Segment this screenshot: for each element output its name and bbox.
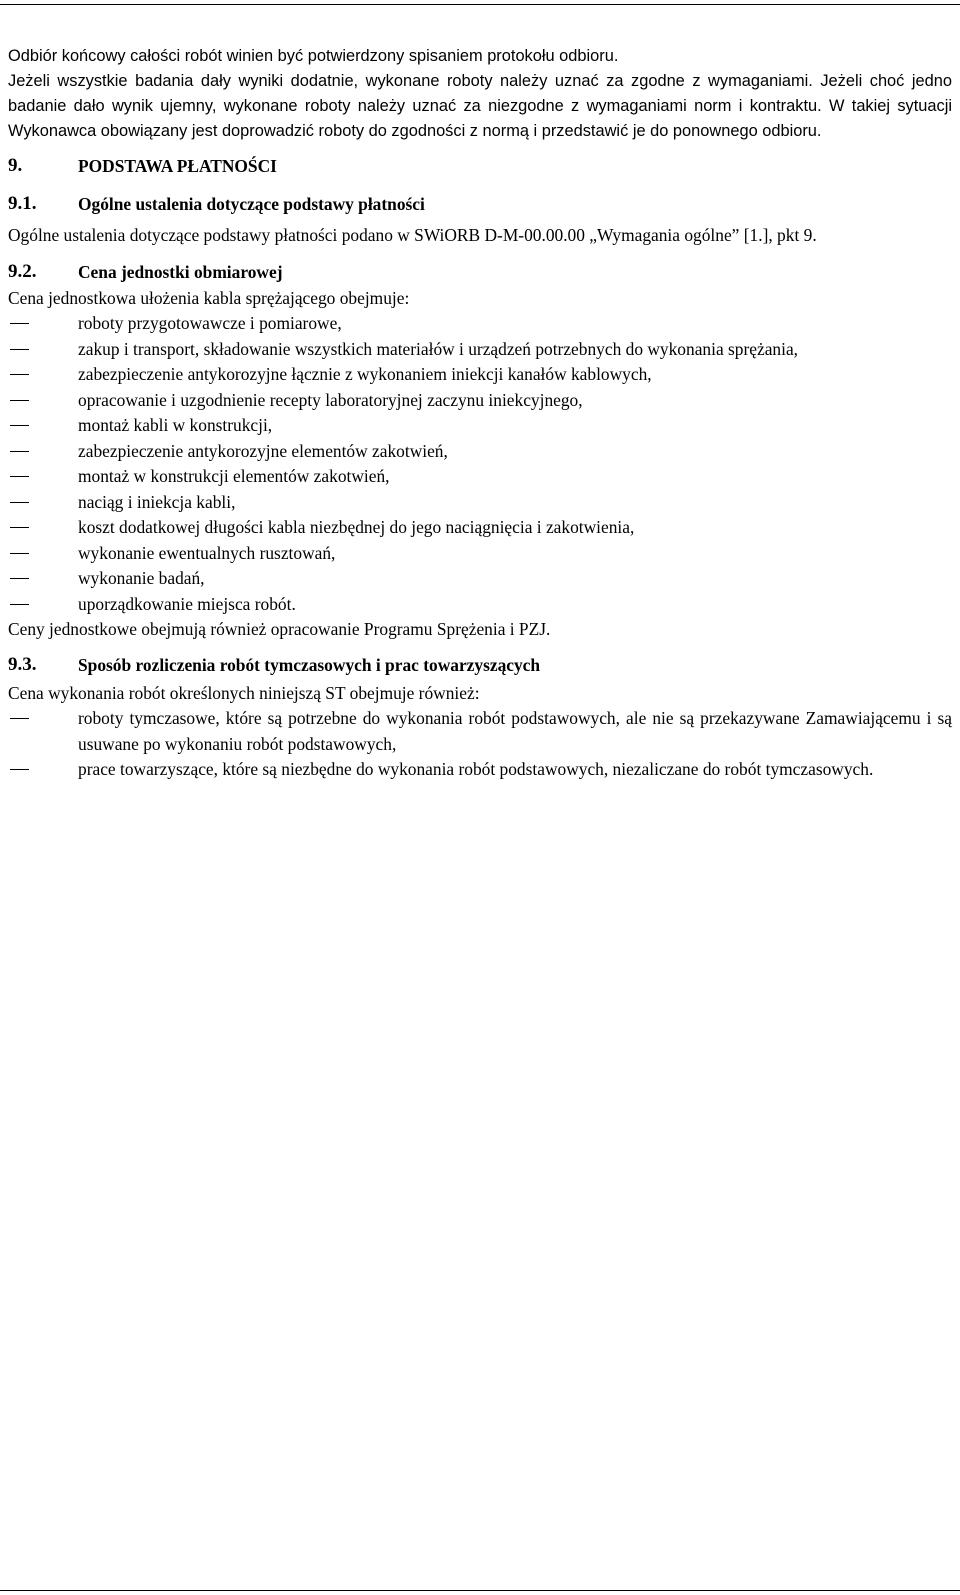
list-item: zakup i transport, składowanie wszystkich materiałów i urządzeń potrzebnych do wykonania sprężania,	[8, 337, 952, 363]
bottom-page-rule	[0, 1590, 960, 1591]
section-9-1-title: Ogólne ustalenia dotyczące podstawy płatności	[78, 194, 425, 214]
top-page-rule	[0, 4, 960, 5]
list-item: wykonanie badań,	[8, 566, 952, 592]
section-9-1-heading	[8, 192, 952, 216]
list-item: opracowanie i uzgodnienie recepty laboratoryjnej zaczynu iniekcyjnego,	[8, 388, 952, 414]
section-9-2-heading	[8, 260, 952, 284]
list-item: zabezpieczenie antykorozyjne łącznie z wykonaniem iniekcji kanałów kablowych,	[8, 362, 952, 388]
section-9-3-lead: Cena wykonania robót określonych niniejszą ST obejmuje również:	[8, 682, 480, 703]
section-9-number: 9.	[8, 155, 23, 176]
section-9-2-closing: Ceny jednostkowe obejmują również opracowanie Programu Sprężenia i PZJ.	[8, 619, 551, 639]
dash-bullet	[8, 541, 78, 567]
dash-bullet	[8, 490, 78, 516]
section-9-3-list	[8, 706, 952, 783]
dash-bullet	[8, 311, 78, 337]
intro-paragraph-1: Odbiór końcowy całości robót winien być potwierdzony spisaniem protokołu odbioru.	[8, 47, 619, 65]
list-item: montaż kabli w konstrukcji,	[8, 413, 952, 439]
section-9-2-lead: Cena jednostkowa ułożenia kabla sprężającego obejmuje:	[8, 287, 410, 308]
list-item: wykonanie ewentualnych rusztowań,	[8, 541, 952, 567]
section-9-3-title: Sposób rozliczenia robót tymczasowych i prac towarzyszących	[78, 654, 541, 675]
dash-bullet	[8, 757, 78, 783]
list-item: montaż w konstrukcji elementów zakotwień,	[8, 464, 952, 490]
list-item: prace towarzyszące, które są niezbędne do wykonania robót podstawowych, niezaliczane do robót tymczasowych.	[8, 757, 952, 783]
dash-bullet	[8, 388, 78, 414]
section-9-2-number: 9.2.	[8, 260, 37, 282]
list-item: koszt dodatkowej długości kabla niezbędnej do jego naciągnięcia i zakotwienia,	[8, 515, 952, 541]
section-9-2-title: Cena jednostki obmiarowej	[78, 261, 283, 282]
document-body	[8, 44, 952, 783]
dash-bullet	[8, 592, 78, 618]
dash-bullet	[8, 706, 78, 757]
dash-bullet	[8, 439, 78, 465]
section-9-heading	[8, 154, 952, 178]
dash-bullet	[8, 413, 78, 439]
dash-bullet	[8, 464, 78, 490]
list-item: zabezpieczenie antykorozyjne elementów zakotwień,	[8, 439, 952, 465]
section-9-title: PODSTAWA PŁATNOŚCI	[78, 156, 277, 176]
intro-paragraph-2: Jeżeli wszystkie badania dały wyniki dodatnie, wykonane roboty należy uznać za zgodne z wymaganiami. Jeżeli choć jedno badanie dało wynik ujemny, wykonane roboty należy uznać za niezgodne z wymaganiami norm i kontraktu. W takiej sytuacji Wykonawca obowiązany jest doprowadzić roboty do zgodności z normą i przedstawić je do ponownego odbioru.	[8, 72, 952, 140]
list-item: roboty tymczasowe, które są potrzebne do wykonania robót podstawowych, ale nie są przekazywane Zamawiającemu i są usuwane po wykonaniu robót podstawowych,	[8, 706, 952, 757]
section-9-1-number: 9.1.	[8, 193, 37, 214]
section-9-3-heading	[8, 653, 952, 677]
section-9-2-list	[8, 311, 952, 617]
dash-bullet	[8, 337, 78, 363]
section-9-1-text: Ogólne ustalenia dotyczące podstawy płatności podano w SWiORB D-M-00.00.00 „Wymagania ogólne” [1.], pkt 9.	[8, 225, 817, 245]
dash-bullet	[8, 515, 78, 541]
list-item: uporządkowanie miejsca robót.	[8, 592, 952, 618]
dash-bullet	[8, 362, 78, 388]
dash-bullet	[8, 566, 78, 592]
list-item: naciąg i iniekcja kabli,	[8, 490, 952, 516]
section-9-3-number: 9.3.	[8, 653, 37, 675]
list-item: roboty przygotowawcze i pomiarowe,	[8, 311, 952, 337]
